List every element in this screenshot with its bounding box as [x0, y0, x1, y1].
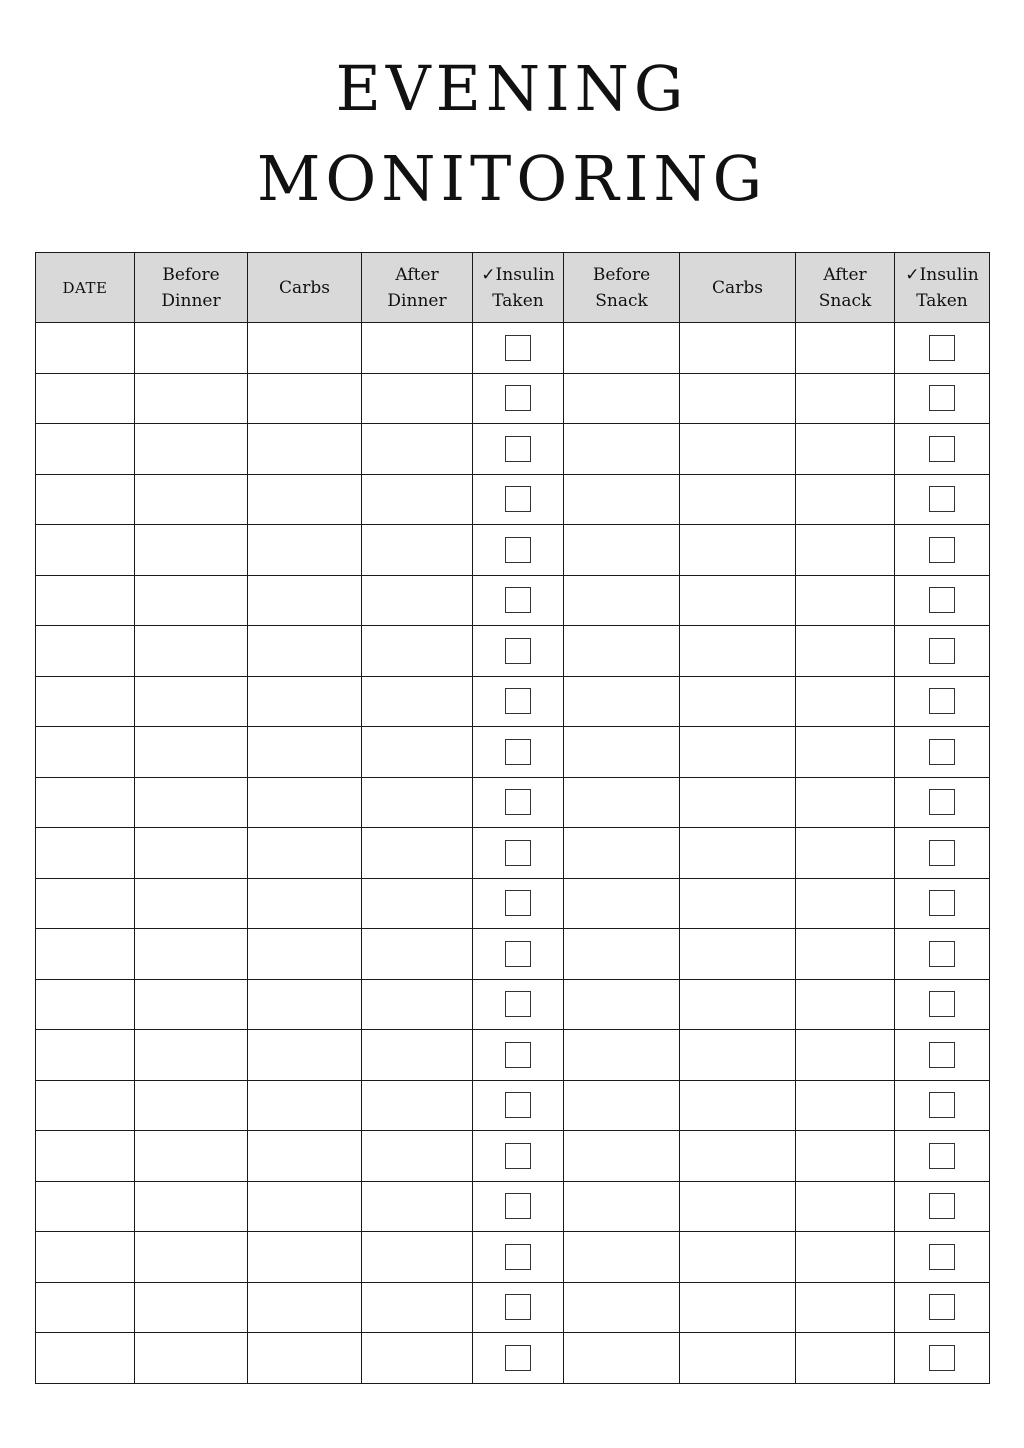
cell-insulin-dinner [473, 424, 564, 475]
cell-carbs-snack[interactable] [680, 929, 796, 980]
cell-after-snack[interactable] [796, 727, 895, 778]
cell-date[interactable] [36, 676, 135, 727]
insulin-taken-checkbox[interactable] [505, 789, 531, 815]
cell-insulin-dinner [473, 1030, 564, 1081]
cell-before-dinner[interactable] [135, 777, 248, 828]
cell-after-snack[interactable] [796, 929, 895, 980]
cell-before-snack[interactable] [564, 828, 680, 879]
cell-before-dinner[interactable] [135, 828, 248, 879]
insulin-taken-checkbox[interactable] [505, 436, 531, 462]
cell-carbs-dinner[interactable] [248, 424, 362, 475]
cell-after-snack[interactable] [796, 979, 895, 1030]
cell-carbs-snack[interactable] [680, 1282, 796, 1333]
cell-before-snack[interactable] [564, 373, 680, 424]
cell-after-dinner[interactable] [362, 1333, 473, 1384]
insulin-taken-checkbox[interactable] [505, 1143, 531, 1169]
cell-carbs-snack[interactable] [680, 424, 796, 475]
insulin-taken-checkbox[interactable] [929, 335, 955, 361]
cell-carbs-snack[interactable] [680, 575, 796, 626]
page-title-line-2: MONITORING [256, 142, 768, 215]
cell-date[interactable] [36, 373, 135, 424]
cell-after-snack[interactable] [796, 373, 895, 424]
cell-before-snack[interactable] [564, 1181, 680, 1232]
cell-date[interactable] [36, 929, 135, 980]
cell-date[interactable] [36, 878, 135, 929]
column-header-before-snack: Before Snack [564, 253, 680, 323]
cell-after-snack[interactable] [796, 424, 895, 475]
cell-after-snack[interactable] [796, 1080, 895, 1131]
table-row [36, 474, 990, 525]
cell-before-dinner[interactable] [135, 929, 248, 980]
insulin-taken-checkbox[interactable] [505, 1193, 531, 1219]
cell-after-dinner[interactable] [362, 474, 473, 525]
insulin-taken-checkbox[interactable] [929, 638, 955, 664]
cell-after-snack[interactable] [796, 1181, 895, 1232]
cell-insulin-dinner [473, 575, 564, 626]
cell-insulin-dinner [473, 777, 564, 828]
cell-after-dinner[interactable] [362, 373, 473, 424]
table-row [36, 424, 990, 475]
cell-date[interactable] [36, 575, 135, 626]
cell-after-dinner[interactable] [362, 979, 473, 1030]
cell-after-dinner[interactable] [362, 1131, 473, 1182]
table-body [36, 323, 990, 1384]
cell-before-snack[interactable] [564, 1232, 680, 1283]
cell-insulin-snack [895, 1131, 990, 1182]
cell-carbs-dinner[interactable] [248, 575, 362, 626]
cell-carbs-dinner[interactable] [248, 1282, 362, 1333]
cell-before-snack[interactable] [564, 525, 680, 576]
insulin-taken-checkbox[interactable] [505, 739, 531, 765]
cell-before-snack[interactable] [564, 424, 680, 475]
cell-before-dinner[interactable] [135, 575, 248, 626]
cell-insulin-snack [895, 676, 990, 727]
cell-before-dinner[interactable] [135, 474, 248, 525]
cell-carbs-snack[interactable] [680, 1232, 796, 1283]
cell-insulin-dinner [473, 727, 564, 778]
table-row [36, 323, 990, 374]
cell-insulin-snack [895, 929, 990, 980]
cell-date[interactable] [36, 777, 135, 828]
insulin-taken-checkbox[interactable] [505, 335, 531, 361]
column-header-carbs-dinner: Carbs [248, 253, 362, 323]
cell-carbs-snack[interactable] [680, 373, 796, 424]
insulin-taken-checkbox[interactable] [505, 486, 531, 512]
cell-after-dinner[interactable] [362, 929, 473, 980]
cell-carbs-snack[interactable] [680, 1131, 796, 1182]
cell-date[interactable] [36, 1080, 135, 1131]
cell-carbs-snack[interactable] [680, 777, 796, 828]
cell-after-snack[interactable] [796, 777, 895, 828]
cell-after-snack[interactable] [796, 1232, 895, 1283]
table-row [36, 878, 990, 929]
insulin-taken-checkbox[interactable] [929, 991, 955, 1017]
column-header-after-dinner: After Dinner [362, 253, 473, 323]
cell-after-dinner[interactable] [362, 424, 473, 475]
cell-insulin-dinner [473, 1080, 564, 1131]
cell-insulin-snack [895, 525, 990, 576]
cell-before-dinner[interactable] [135, 878, 248, 929]
insulin-taken-checkbox[interactable] [929, 1193, 955, 1219]
table-row [36, 828, 990, 879]
table-row [36, 1232, 990, 1283]
cell-insulin-dinner [473, 1131, 564, 1182]
table-row [36, 727, 990, 778]
cell-carbs-dinner[interactable] [248, 979, 362, 1030]
cell-after-snack[interactable] [796, 575, 895, 626]
cell-carbs-dinner[interactable] [248, 929, 362, 980]
table-row [36, 1030, 990, 1081]
cell-insulin-dinner [473, 1181, 564, 1232]
cell-after-dinner[interactable] [362, 777, 473, 828]
insulin-taken-checkbox[interactable] [505, 991, 531, 1017]
insulin-taken-checkbox[interactable] [929, 587, 955, 613]
cell-date[interactable] [36, 626, 135, 677]
cell-carbs-snack[interactable] [680, 878, 796, 929]
insulin-taken-checkbox[interactable] [929, 1294, 955, 1320]
cell-before-dinner[interactable] [135, 1333, 248, 1384]
cell-insulin-snack [895, 323, 990, 374]
cell-carbs-dinner[interactable] [248, 727, 362, 778]
cell-carbs-snack[interactable] [680, 1080, 796, 1131]
cell-before-snack[interactable] [564, 676, 680, 727]
cell-before-dinner[interactable] [135, 323, 248, 374]
insulin-taken-checkbox[interactable] [929, 1143, 955, 1169]
cell-carbs-snack[interactable] [680, 1333, 796, 1384]
cell-before-dinner[interactable] [135, 1181, 248, 1232]
table-row [36, 525, 990, 576]
cell-before-dinner[interactable] [135, 1080, 248, 1131]
cell-before-dinner[interactable] [135, 525, 248, 576]
cell-carbs-snack[interactable] [680, 323, 796, 374]
table-row [36, 676, 990, 727]
evening-monitoring-table [35, 252, 990, 1384]
insulin-taken-checkbox[interactable] [505, 638, 531, 664]
cell-carbs-dinner[interactable] [248, 676, 362, 727]
column-header-after-snack: After Snack [796, 253, 895, 323]
cell-before-snack[interactable] [564, 1282, 680, 1333]
cell-carbs-snack[interactable] [680, 1181, 796, 1232]
cell-after-dinner[interactable] [362, 575, 473, 626]
cell-before-dinner[interactable] [135, 727, 248, 778]
cell-insulin-dinner [473, 1333, 564, 1384]
cell-before-snack[interactable] [564, 1080, 680, 1131]
insulin-taken-checkbox[interactable] [929, 1244, 955, 1270]
cell-before-dinner[interactable] [135, 626, 248, 677]
cell-insulin-snack [895, 727, 990, 778]
insulin-taken-checkbox[interactable] [929, 1042, 955, 1068]
cell-after-snack[interactable] [796, 878, 895, 929]
cell-date[interactable] [36, 424, 135, 475]
cell-after-snack[interactable] [796, 323, 895, 374]
cell-insulin-snack [895, 373, 990, 424]
insulin-taken-checkbox[interactable] [929, 840, 955, 866]
cell-date[interactable] [36, 979, 135, 1030]
cell-carbs-dinner[interactable] [248, 828, 362, 879]
cell-date[interactable] [36, 1131, 135, 1182]
cell-carbs-snack[interactable] [680, 626, 796, 677]
cell-insulin-dinner [473, 929, 564, 980]
cell-insulin-snack [895, 1232, 990, 1283]
insulin-taken-checkbox[interactable] [929, 688, 955, 714]
cell-before-snack[interactable] [564, 575, 680, 626]
cell-after-dinner[interactable] [362, 676, 473, 727]
cell-insulin-snack [895, 1181, 990, 1232]
column-header-before-dinner: Before Dinner [135, 253, 248, 323]
cell-after-dinner[interactable] [362, 626, 473, 677]
cell-date[interactable] [36, 1282, 135, 1333]
cell-after-snack[interactable] [796, 626, 895, 677]
cell-after-dinner[interactable] [362, 1030, 473, 1081]
cell-carbs-snack[interactable] [680, 828, 796, 879]
insulin-taken-checkbox[interactable] [929, 436, 955, 462]
cell-carbs-dinner[interactable] [248, 1333, 362, 1384]
insulin-taken-checkbox[interactable] [505, 941, 531, 967]
cell-carbs-dinner[interactable] [248, 1131, 362, 1182]
cell-insulin-dinner [473, 1282, 564, 1333]
cell-insulin-snack [895, 878, 990, 929]
cell-carbs-dinner[interactable] [248, 474, 362, 525]
cell-insulin-snack [895, 1282, 990, 1333]
cell-before-dinner[interactable] [135, 979, 248, 1030]
cell-insulin-dinner [473, 878, 564, 929]
cell-before-dinner[interactable] [135, 1131, 248, 1182]
cell-before-snack[interactable] [564, 979, 680, 1030]
cell-insulin-snack [895, 1333, 990, 1384]
insulin-taken-checkbox[interactable] [505, 587, 531, 613]
cell-before-snack[interactable] [564, 1030, 680, 1081]
cell-after-dinner[interactable] [362, 1181, 473, 1232]
insulin-taken-checkbox[interactable] [929, 890, 955, 916]
cell-before-snack[interactable] [564, 1333, 680, 1384]
insulin-taken-checkbox[interactable] [505, 1042, 531, 1068]
insulin-taken-checkbox[interactable] [505, 1092, 531, 1118]
insulin-taken-checkbox[interactable] [929, 941, 955, 967]
cell-carbs-snack[interactable] [680, 676, 796, 727]
table-row [36, 373, 990, 424]
cell-carbs-dinner[interactable] [248, 878, 362, 929]
cell-date[interactable] [36, 525, 135, 576]
cell-before-dinner[interactable] [135, 1232, 248, 1283]
cell-date[interactable] [36, 727, 135, 778]
cell-before-snack[interactable] [564, 929, 680, 980]
cell-insulin-snack [895, 979, 990, 1030]
cell-insulin-snack [895, 626, 990, 677]
cell-before-dinner[interactable] [135, 1030, 248, 1081]
cell-after-snack[interactable] [796, 676, 895, 727]
cell-after-dinner[interactable] [362, 323, 473, 374]
table-row [36, 1282, 990, 1333]
column-header-insulin-taken-dinner: ✓Insulin Taken [473, 253, 564, 323]
cell-before-snack[interactable] [564, 474, 680, 525]
cell-after-snack[interactable] [796, 1131, 895, 1182]
cell-carbs-snack[interactable] [680, 1030, 796, 1081]
insulin-taken-checkbox[interactable] [505, 385, 531, 411]
table-row [36, 575, 990, 626]
insulin-taken-checkbox[interactable] [929, 385, 955, 411]
insulin-taken-checkbox[interactable] [505, 1294, 531, 1320]
cell-date[interactable] [36, 474, 135, 525]
insulin-taken-checkbox[interactable] [505, 537, 531, 563]
cell-insulin-dinner [473, 323, 564, 374]
cell-insulin-dinner [473, 626, 564, 677]
cell-after-snack[interactable] [796, 474, 895, 525]
cell-insulin-dinner [473, 373, 564, 424]
cell-carbs-dinner[interactable] [248, 1080, 362, 1131]
cell-before-dinner[interactable] [135, 1282, 248, 1333]
table-row [36, 626, 990, 677]
cell-before-snack[interactable] [564, 727, 680, 778]
insulin-taken-checkbox[interactable] [929, 537, 955, 563]
insulin-taken-checkbox[interactable] [929, 486, 955, 512]
cell-insulin-dinner [473, 525, 564, 576]
table-row [36, 979, 990, 1030]
cell-before-dinner[interactable] [135, 424, 248, 475]
column-header-carbs-snack: Carbs [680, 253, 796, 323]
cell-after-snack[interactable] [796, 828, 895, 879]
table-header-row [36, 253, 990, 323]
cell-insulin-dinner [473, 979, 564, 1030]
insulin-taken-checkbox[interactable] [929, 739, 955, 765]
column-header-insulin-taken-snack: ✓Insulin Taken [895, 253, 990, 323]
cell-insulin-snack [895, 575, 990, 626]
cell-insulin-dinner [473, 676, 564, 727]
table-row [36, 1333, 990, 1384]
cell-carbs-dinner[interactable] [248, 777, 362, 828]
cell-insulin-dinner [473, 474, 564, 525]
cell-carbs-dinner[interactable] [248, 1030, 362, 1081]
insulin-taken-checkbox[interactable] [505, 688, 531, 714]
cell-insulin-snack [895, 777, 990, 828]
page-title-line-1: EVENING [335, 52, 689, 125]
insulin-taken-checkbox[interactable] [929, 789, 955, 815]
cell-carbs-snack[interactable] [680, 727, 796, 778]
cell-date[interactable] [36, 828, 135, 879]
cell-carbs-dinner[interactable] [248, 373, 362, 424]
cell-after-snack[interactable] [796, 525, 895, 576]
cell-after-dinner[interactable] [362, 1282, 473, 1333]
cell-insulin-snack [895, 1030, 990, 1081]
cell-insulin-dinner [473, 1232, 564, 1283]
cell-carbs-snack[interactable] [680, 474, 796, 525]
cell-carbs-dinner[interactable] [248, 626, 362, 677]
cell-carbs-dinner[interactable] [248, 525, 362, 576]
cell-carbs-snack[interactable] [680, 525, 796, 576]
cell-before-snack[interactable] [564, 323, 680, 374]
cell-before-dinner[interactable] [135, 676, 248, 727]
cell-carbs-dinner[interactable] [248, 323, 362, 374]
cell-insulin-snack [895, 828, 990, 879]
cell-after-dinner[interactable] [362, 878, 473, 929]
cell-before-snack[interactable] [564, 777, 680, 828]
cell-after-snack[interactable] [796, 1333, 895, 1384]
table-row [36, 777, 990, 828]
cell-date[interactable] [36, 1181, 135, 1232]
table-row [36, 1131, 990, 1182]
table-row [36, 929, 990, 980]
cell-insulin-snack [895, 424, 990, 475]
table-row [36, 1181, 990, 1232]
cell-after-dinner[interactable] [362, 1080, 473, 1131]
cell-after-snack[interactable] [796, 1282, 895, 1333]
cell-carbs-dinner[interactable] [248, 1181, 362, 1232]
insulin-taken-checkbox[interactable] [505, 1345, 531, 1371]
insulin-taken-checkbox[interactable] [505, 890, 531, 916]
insulin-taken-checkbox[interactable] [505, 1244, 531, 1270]
cell-after-dinner[interactable] [362, 828, 473, 879]
cell-insulin-snack [895, 474, 990, 525]
cell-after-dinner[interactable] [362, 727, 473, 778]
cell-date[interactable] [36, 1030, 135, 1081]
cell-date[interactable] [36, 323, 135, 374]
cell-after-dinner[interactable] [362, 1232, 473, 1283]
cell-before-snack[interactable] [564, 626, 680, 677]
cell-carbs-dinner[interactable] [248, 1232, 362, 1283]
cell-after-snack[interactable] [796, 1030, 895, 1081]
cell-before-dinner[interactable] [135, 373, 248, 424]
cell-date[interactable] [36, 1232, 135, 1283]
cell-insulin-snack [895, 1080, 990, 1131]
cell-insulin-dinner [473, 828, 564, 879]
cell-before-snack[interactable] [564, 878, 680, 929]
cell-before-snack[interactable] [564, 1131, 680, 1182]
insulin-taken-checkbox[interactable] [929, 1092, 955, 1118]
table-row [36, 1080, 990, 1131]
insulin-taken-checkbox[interactable] [505, 840, 531, 866]
cell-after-dinner[interactable] [362, 525, 473, 576]
cell-date[interactable] [36, 1333, 135, 1384]
cell-carbs-snack[interactable] [680, 979, 796, 1030]
insulin-taken-checkbox[interactable] [929, 1345, 955, 1371]
column-header-date: DATE [36, 253, 135, 323]
